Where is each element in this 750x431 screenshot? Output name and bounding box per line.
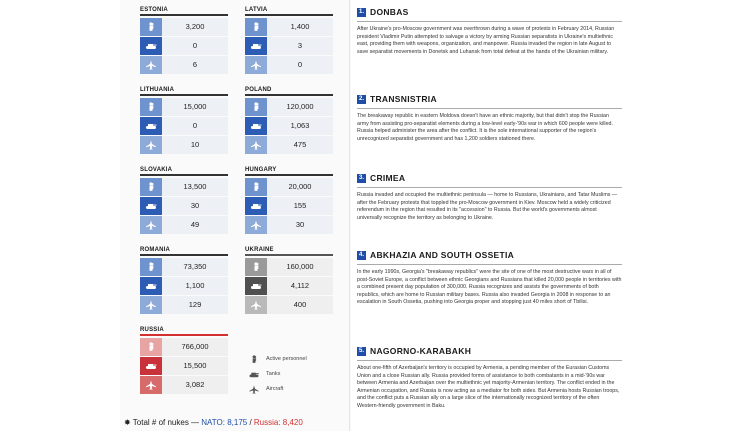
country-card-lithuania	[140, 86, 228, 155]
country-divider	[245, 14, 333, 16]
jet-icon	[245, 136, 267, 154]
jet-icon	[140, 296, 162, 314]
aircraft-value: 6	[162, 56, 228, 74]
country-divider	[140, 254, 228, 256]
tanks-row	[140, 37, 228, 55]
aircraft-row	[245, 56, 333, 74]
personnel-row	[140, 338, 228, 356]
article-header	[357, 172, 622, 184]
jet-icon	[140, 56, 162, 74]
country-divider	[140, 14, 228, 16]
legend-label: Active personnel	[266, 356, 307, 362]
aircraft-row	[245, 216, 333, 234]
country-name: LATVIA	[245, 7, 268, 13]
soldier-icon	[245, 98, 267, 116]
tank-icon	[140, 37, 162, 55]
personnel-value: 160,000	[267, 258, 333, 276]
article-header	[357, 93, 622, 105]
soldier-icon	[140, 98, 162, 116]
country-card-latvia	[245, 6, 333, 75]
aircraft-row	[140, 296, 228, 314]
country-divider	[140, 334, 228, 336]
jet-icon	[248, 385, 260, 394]
aircraft-value: 475	[267, 136, 333, 154]
tank-icon	[245, 117, 267, 135]
personnel-row	[245, 178, 333, 196]
personnel-value: 766,000	[162, 338, 228, 356]
article-number: 5.	[358, 347, 364, 354]
nukes-prefix: ✸ Total # of nukes —	[124, 418, 202, 427]
article-body: About one-fifth of Azerbaijan's territory is occupied by Armenia, a pending member of the Eurasian Customs Union and a close Russian ally. Russia provided forms of assistance to both combatants in a mid-'90s war between Armenia and Azerbaijan over the multiethnic yet majority-Armenian territory. The conflict ended in the Armenian occupation, and Russia is now acting as a mediator for both sides. But Armenia hosts Russian troops, and the conflict puts a Russian ally on a large slice of the internationally recognized territory of the often Western-friendly government in Baku.	[357, 365, 620, 409]
article-transnistria	[357, 93, 622, 143]
tanks-value: 0	[162, 37, 228, 55]
country-name: POLAND	[245, 87, 272, 93]
aircraft-value: 30	[267, 216, 333, 234]
article-title: NAGORNO-KARABAKH	[370, 346, 472, 356]
tank-icon	[245, 197, 267, 215]
country-card-ukraine	[245, 246, 333, 315]
nukes-separator: /	[247, 418, 254, 427]
jet-icon	[140, 376, 162, 394]
article-divider	[357, 360, 622, 361]
personnel-value: 1,400	[267, 18, 333, 36]
article-donbas	[357, 6, 622, 56]
country-card-estonia	[140, 6, 228, 75]
article-body: Russia invaded and occupied the multiethnic peninsula — home to Russians, Ukrainians, and Tatar Muslims — after the February protests that toppled the pro-Moscow government in Kiev. Moscow held a widely criticized referendum in the region that resulted in its "accession" to Russia. But the world's governments almost universally recognize the territory as belonging to Ukraine.	[357, 192, 618, 221]
tanks-value: 3	[267, 37, 333, 55]
aircraft-value: 129	[162, 296, 228, 314]
country-divider	[140, 94, 228, 96]
personnel-row	[245, 98, 333, 116]
tanks-value: 15,500	[162, 357, 228, 375]
aircraft-value: 3,082	[162, 376, 228, 394]
nukes-nato: NATO: 8,175	[201, 418, 248, 427]
article-title: ABKHAZIA AND SOUTH OSSETIA	[370, 250, 515, 260]
personnel-value: 20,000	[267, 178, 333, 196]
country-name: SLOVAKIA	[140, 167, 173, 173]
aircraft-value: 10	[162, 136, 228, 154]
article-divider	[357, 108, 622, 109]
article-body: After Ukraine's pro-Moscow government was overthrown during a wave of protests in February 2014, Russian president Vladimir Putin attempted to salvage a victory by arming Russian separatists in Ukraine's multiethnic east, providing them with weapons, organization, and manpower. Russia invaded the region in late August to save separatist movements in Donetsk and Luhansk from total defeat at the hands of the Ukrainian military.	[357, 26, 615, 55]
article-nagorno-karabakh	[357, 345, 622, 411]
article-abkhazia-south-ossetia	[357, 249, 622, 307]
country-card-hungary	[245, 166, 333, 235]
personnel-row	[140, 18, 228, 36]
tank-icon	[140, 277, 162, 295]
tank-icon	[140, 197, 162, 215]
country-name: RUSSIA	[140, 327, 164, 333]
tank-icon	[248, 370, 260, 379]
tank-icon	[245, 277, 267, 295]
aircraft-value: 49	[162, 216, 228, 234]
article-divider	[357, 21, 622, 22]
country-name: ESTONIA	[140, 7, 168, 13]
tanks-value: 155	[267, 197, 333, 215]
soldier-icon	[140, 258, 162, 276]
personnel-row	[140, 178, 228, 196]
tanks-row	[140, 277, 228, 295]
soldier-icon	[140, 178, 162, 196]
country-divider	[245, 94, 333, 96]
legend-item-tanks	[248, 367, 307, 381]
personnel-value: 73,350	[162, 258, 228, 276]
personnel-row	[140, 98, 228, 116]
tanks-row	[245, 197, 333, 215]
tanks-value: 4,112	[267, 277, 333, 295]
country-card-poland	[245, 86, 333, 155]
tanks-value: 1,063	[267, 117, 333, 135]
soldier-icon	[140, 338, 162, 356]
country-card-romania	[140, 246, 228, 315]
article-number: 2.	[358, 95, 364, 102]
tank-icon	[140, 117, 162, 135]
legend-item-personnel	[248, 352, 307, 366]
aircraft-row	[140, 136, 228, 154]
infographic	[120, 0, 632, 431]
country-card-slovakia	[140, 166, 228, 235]
article-title: CRIMEA	[370, 173, 406, 183]
legend-label: Tanks	[266, 371, 281, 377]
tanks-value: 30	[162, 197, 228, 215]
soldier-icon	[245, 18, 267, 36]
tanks-row	[245, 117, 333, 135]
country-divider	[140, 174, 228, 176]
tanks-row	[140, 117, 228, 135]
conflicts-panel	[351, 0, 632, 431]
aircraft-row	[245, 136, 333, 154]
article-divider	[357, 187, 622, 188]
soldier-icon	[248, 355, 260, 364]
article-number: 3.	[358, 174, 364, 181]
personnel-row	[140, 258, 228, 276]
article-header	[357, 6, 622, 18]
personnel-value: 120,000	[267, 98, 333, 116]
legend-item-aircraft	[248, 382, 307, 396]
aircraft-value: 400	[267, 296, 333, 314]
personnel-value: 15,000	[162, 98, 228, 116]
nukes-russia: Russia: 8,420	[253, 418, 303, 427]
tank-icon	[140, 357, 162, 375]
tanks-row	[245, 277, 333, 295]
tanks-row	[245, 37, 333, 55]
article-body: The breakaway republic in eastern Moldova doesn't have an ethnic majority, but that didn't stop the Russian army from assisting pro-separatist elements during a low-level early-'90s war in which 600 people were killed. Russia helped administer the area after the conflict. It is the sole international supporter of the region's unrecognized separatist government and has 1,200 soldiers stationed there.	[357, 113, 613, 142]
article-header	[357, 249, 622, 261]
country-name: ROMANIA	[140, 247, 171, 253]
legend-label: Aircraft	[266, 386, 284, 392]
jet-icon	[140, 136, 162, 154]
article-divider	[357, 264, 622, 265]
personnel-value: 3,200	[162, 18, 228, 36]
country-name: LITHUANIA	[140, 87, 175, 93]
article-title: TRANSNISTRIA	[370, 94, 437, 104]
tanks-value: 0	[162, 117, 228, 135]
country-divider	[245, 174, 333, 176]
article-number: 4.	[358, 251, 364, 258]
aircraft-row	[140, 216, 228, 234]
jet-icon	[245, 296, 267, 314]
tanks-value: 1,100	[162, 277, 228, 295]
nukes-total	[124, 418, 303, 427]
personnel-row	[245, 18, 333, 36]
article-header	[357, 345, 622, 357]
aircraft-value: 0	[267, 56, 333, 74]
article-crimea	[357, 172, 622, 222]
country-name: HUNGARY	[245, 167, 277, 173]
personnel-value: 13,500	[162, 178, 228, 196]
jet-icon	[140, 216, 162, 234]
tanks-row	[140, 357, 228, 375]
article-title: DONBAS	[370, 7, 409, 17]
aircraft-row	[245, 296, 333, 314]
jet-icon	[245, 216, 267, 234]
article-number: 1.	[358, 8, 364, 15]
country-card-russia	[140, 326, 228, 395]
aircraft-row	[140, 56, 228, 74]
country-name: UKRAINE	[245, 247, 274, 253]
country-divider	[245, 254, 333, 256]
military-comparison-panel	[120, 0, 350, 431]
article-body: In the early 1990s, Georgia's "breakaway republics" were the site of one of the most destructive wars in all of post-Soviet Europe, a conflict between ethnic Georgians and Russians that killed 20,000 people in territories with a combined present day population of 300,000. Russia recognizes and assists the governments of both republics, which are home to Russian military bases. Russia also invaded Georgia in 2008 in response to an escalation in South Ossetia, pushing into Georgia proper and stopping just 40 miles short of Tbilisi.	[357, 269, 622, 306]
soldier-icon	[245, 178, 267, 196]
tanks-row	[140, 197, 228, 215]
tank-icon	[245, 37, 267, 55]
soldier-icon	[245, 258, 267, 276]
aircraft-row	[140, 376, 228, 394]
jet-icon	[245, 56, 267, 74]
legend	[248, 352, 307, 397]
personnel-row	[245, 258, 333, 276]
soldier-icon	[140, 18, 162, 36]
